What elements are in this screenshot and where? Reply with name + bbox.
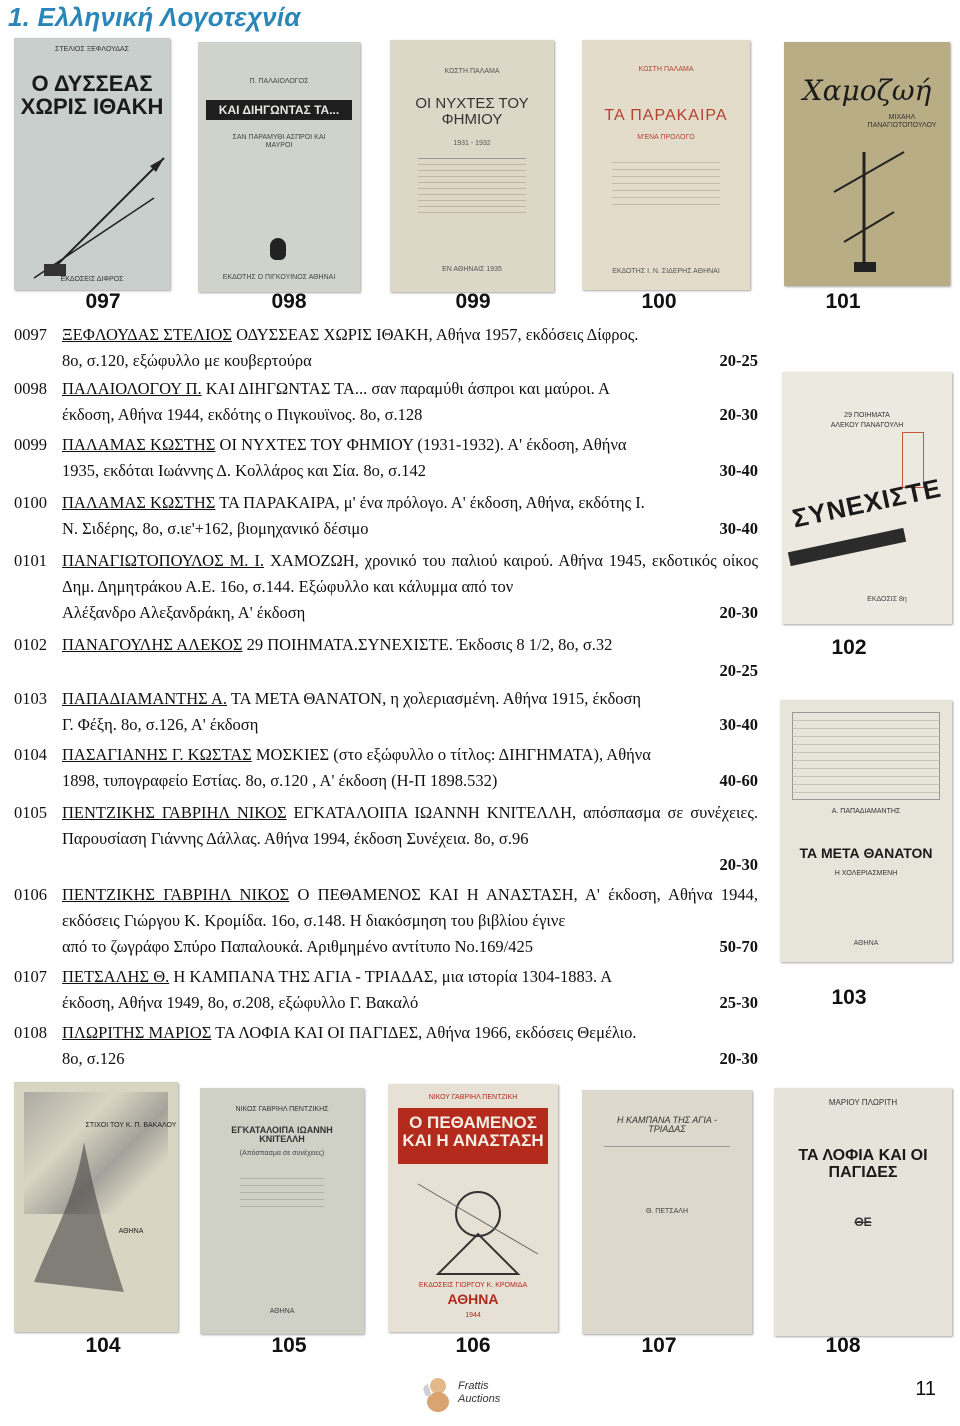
item-number-098: 098 [271, 290, 307, 313]
cover-097[interactable] [14, 38, 170, 290]
item-number-103: 103 [831, 986, 867, 1009]
item-number-107: 107 [641, 1334, 677, 1357]
entry-author: ΠΑΝΑΓΙΩΤΟΠΟΥΛΟΣ Μ. Ι. [62, 551, 265, 570]
entry-price: 20-30 [719, 405, 758, 424]
cover-bottom: ΕΚΔΟΤΗΣ Ο ΠΙΓΚΟΥΙΝΟΣ ΑΘΗΝΑΙ [222, 274, 336, 281]
cover-author: ΣΤΕΛΙΟΣ ΞΕΦΛΟΥΔΑΣ [55, 46, 129, 53]
entry-text: ΧΑΜΟΖΩΗ, χρονικό του παλιού καιρού. Αθήνα 1945, εκδοτικός οίκος Δημ. Δημητράκου Α.Ε. 16ο, σ.144. Εξώφυλλο και κάλυμμα από τον [62, 551, 759, 596]
entry-price: 20-25 [719, 661, 758, 680]
entry-code: 0097 [14, 325, 47, 344]
entry-author: ΠΑΛΑΜΑΣ ΚΩΣΤΗΣ [62, 493, 216, 512]
entry-code: 0101 [14, 551, 47, 570]
spear-illustration [14, 38, 170, 290]
entry-author: ΠΑΛΑΙΟΛΟΓΟΥ Π. [62, 379, 202, 398]
entry-author: ΠΑΣΑΓΙΑΝΗΣ Γ. ΚΩΣΤΑΣ [62, 745, 252, 764]
entry-author: ΠΕΝΤΖΙΚΗΣ ΓΑΒΡΙΗΛ ΝΙΚΟΣ [62, 803, 287, 822]
catalog-entry-0104 [14, 742, 758, 794]
cover-subtitle: 1931 - 1932 [453, 140, 491, 147]
cover-title: Ο ΠΕΘΑΜΕΝΟΣ ΚΑΙ Η ΑΝΑΣΤΑΣΗ [402, 1113, 544, 1150]
entry-price: 20-25 [719, 351, 758, 370]
catalog-entry-0103 [14, 686, 758, 738]
cover-author: Α. ΠΑΠΑΔΙΑΜΑΝΤΗΣ [831, 808, 901, 815]
cover-098[interactable] [198, 42, 360, 292]
entry-text: Η ΚΑΜΠΑΝΑ ΤΗΣ ΑΓΙΑ - ΤΡΙΑΔΑΣ, μια ιστορία 1304-1883. Α [169, 967, 613, 986]
entry-author: ΠΕΝΤΖΙΚΗΣ ΓΑΒΡΙΗΛ ΝΙΚΟΣ [62, 885, 290, 904]
entry-author: ΠΑΛΑΜΑΣ ΚΩΣΤΗΣ [62, 435, 216, 454]
entry-last-line: 1898, τυπογραφείο Εστίας. 8ο, σ.120 , Α' έκδοση (Η-Π 1898.532) [62, 771, 498, 790]
entry-price: 25-30 [719, 993, 758, 1012]
cover-line2: ΑΛΕΚΟΥ ΠΑΝΑΓΟΥΛΗ [830, 422, 904, 429]
catalog-entry-0107 [14, 964, 758, 1016]
cover-bottom: ΕΝ ΑΘΗΝΑΙΣ 1935 [442, 266, 502, 273]
cover-bottom: ΑΘΗΝΑ [853, 940, 879, 947]
logo-line1: Frattis [458, 1380, 489, 1392]
catalog-entry-0097 [14, 322, 758, 374]
cover-subtitle: Μ'ΕΝΑ ΠΡΟΛΟΓΟ [637, 134, 695, 141]
entry-text: ΚΑΙ ΔΙΗΓΩΝΤΑΣ ΤΑ... σαν παραμύθι άσπροι και μαύροι. Α [201, 379, 610, 398]
entry-price: 20-30 [719, 603, 758, 622]
entry-text: Ο ΠΕΘΑΜΕΝΟΣ ΚΑΙ Η ΑΝΑΣΤΑΣΗ, Α' έκδοση, Αθήνα 1944, εκδόσεις Γιώργου Κ. Κρομίδα. 16ο, σ.148. Η διακόσμηση του βιβλίου έγινε [62, 885, 758, 930]
cover-bottom: ΕΚΔΟΤΗΣ Ι. Ν. ΣΙΔΕΡΗΣ ΑΘΗΝΑΙ [612, 268, 720, 275]
cover-subtitle: ΣΤΙΧΟΙ ΤΟΥ Κ. Π. ΒΑΚΑΛΟΥ [85, 1122, 177, 1129]
entry-last-line: 1935, εκδόται Ιωάννης Δ. Κολλάρος και Σία. 8ο, σ.142 [62, 461, 426, 480]
section-title: 1. Ελληνική Λογοτεχνία [8, 2, 301, 32]
entry-author: ΠΕΤΣΑΛΗΣ Θ. [62, 967, 170, 986]
cover-subtitle: ΣΑΝ ΠΑΡΑΜΥΘΙ ΑΣΠΡΟΙ ΚΑΙ ΜΑΥΡΟΙ [232, 134, 326, 150]
crane-illustration [784, 42, 950, 286]
item-number-099: 099 [455, 290, 491, 313]
entry-price: 40-60 [719, 771, 758, 790]
catalog-entry-0101 [14, 548, 758, 626]
entry-code: 0107 [14, 967, 47, 986]
cover-subtitle: ΕΚΔΟΣΕΙΣ ΓΙΩΡΓΟΥ Κ. ΚΡΟΜΙΔΑ [418, 1282, 528, 1289]
item-number-097: 097 [85, 290, 121, 313]
catalog-entry-0098 [14, 376, 758, 428]
cover-100[interactable] [582, 40, 750, 290]
entry-text: ΜΟΣΚΙΕΣ (στο εξώφυλλο ο τίτλος: ΔΙΗΓΗΜΑΤΑ), Αθήνα [251, 745, 651, 764]
entry-price: 30-40 [719, 519, 758, 538]
cover-author: Π. ΠΑΛΑΙΟΛΟΓΟΣ [249, 78, 309, 85]
item-number-108: 108 [825, 1334, 861, 1357]
entry-price: 30-40 [719, 715, 758, 734]
entry-code: 0108 [14, 1023, 47, 1042]
cover-bottom: ΕΚΔΟΣΙΣ 8η [867, 596, 907, 603]
entry-price: 20-30 [719, 1049, 758, 1068]
item-number-101: 101 [825, 290, 861, 313]
entry-last-line: Ν. Σιδέρης, 8ο, σ.ιε'+162, βιομηχανικό δέσιμο [62, 519, 369, 538]
cover-title: Χαμοζωή [802, 74, 932, 107]
catalog-entry-0106 [14, 882, 758, 960]
cover-102[interactable] [782, 372, 952, 624]
entry-code: 0099 [14, 435, 47, 454]
cover-108[interactable] [774, 1088, 952, 1336]
cover-author: ΝΙΚΟΥ ΓΑΒΡΙΗΛ ΠΕΝΤΖΙΚΗ [428, 1094, 518, 1101]
penguin-icon [270, 238, 286, 260]
item-number-102: 102 [831, 636, 867, 659]
cover-author: ΚΩΣΤΗ ΠΑΛΑΜΑ [444, 68, 500, 75]
cover-title: ΤΑ ΜΕΤΑ ΘΑΝΑΤΟΝ [799, 845, 933, 861]
cover-author: ΜΑΡΙΟΥ ΠΛΩΡΙΤΗ [828, 1098, 898, 1107]
entry-last-line: έκδοση, Αθήνα 1949, 8ο, σ.208, εξώφυλλο Γ. Βακαλό [62, 993, 419, 1012]
entry-last-line: Αλέξανδρο Αλεξανδράκη, Α' έκδοση [62, 603, 306, 622]
catalog-entry-0100 [14, 490, 758, 542]
cover-title: Η ΚΑΜΠΑΝΑ ΤΗΣ ΑΓΙΑ - ΤΡΙΑΔΑΣ [616, 1115, 718, 1135]
entry-last-line: Γ. Φέξη. 8ο, σ.126, Α' έκδοση [62, 715, 259, 734]
entry-text: ΤΑ ΜΕΤΑ ΘΑΝΑΤΟΝ, η χολεριασμένη. Αθήνα 1915, έκδοση [227, 689, 641, 708]
cover-101[interactable] [784, 42, 950, 286]
cover-104[interactable] [14, 1082, 178, 1332]
entry-text: ΤΑ ΠΑΡΑΚΑΙΡΑ, μ' ένα πρόλογο. Α' έκδοση, Αθήνα, εκδότης Ι. [215, 493, 645, 512]
figure-illustration [14, 1082, 178, 1332]
cover-bottom: ΑΘΗΝΑ [118, 1228, 144, 1235]
catalog-entry-0108 [14, 1020, 758, 1072]
cover-line1: 29 ΠΟΙΗΜΑΤΑ [844, 412, 890, 419]
entry-author: ΞΕΦΛΟΥΔΑΣ ΣΤΕΛΙΟΣ [62, 325, 232, 344]
cover-title: ΣΥΝΕΧΙΣΤΕ [789, 472, 945, 534]
cover-subtitle: ΜΙΧΑΗΛ ΠΑΝΑΓΙΩΤΟΠΟΥΛΟΥ [867, 114, 937, 130]
entry-code: 0100 [14, 493, 47, 512]
entry-last-line: 8ο, σ.126 [62, 1049, 125, 1068]
entry-last-line: έκδοση, Αθήνα 1944, εκδότης ο Πιγκουϊνος. 8ο, σ.128 [62, 405, 423, 424]
cover-subtitle: (Απόσπασμα σε συνέχειες) [239, 1150, 325, 1157]
cover-title: Ο ΔΥΣΣΕΑΣ ΧΩΡΙΣ ΙΘΑΚΗ [20, 71, 164, 120]
cover-099[interactable] [390, 40, 554, 292]
entry-last-line: 8ο, σ.120, εξώφυλλο με κουβερτούρα [62, 351, 312, 370]
entry-text: ΟΔΥΣΣΕΑΣ ΧΩΡΙΣ ΙΘΑΚΗ, Αθήνα 1957, εκδόσεις Δίφρος. [231, 325, 639, 344]
logo-line2: Auctions [458, 1393, 501, 1405]
entry-author: ΠΛΩΡΙΤΗΣ ΜΑΡΙΟΣ [62, 1023, 212, 1042]
cover-title: ΚΑΙ ΔΙΗΓΩΝΤΑΣ ΤΑ... [218, 103, 340, 117]
cover-bottom: ΑΘΗΝΑ [269, 1308, 295, 1315]
entry-code: 0105 [14, 803, 47, 822]
entry-text: ΟΙ ΝΥΧΤΕΣ ΤΟΥ ΦΗΜΙΟΥ (1931-1932). Α' έκδοση, Αθήνα [215, 435, 627, 454]
cover-106[interactable] [388, 1084, 558, 1332]
item-number-106: 106 [455, 1334, 491, 1357]
cover-author: ΝΙΚΟΣ ΓΑΒΡΙΗΛ ΠΕΝΤΖΙΚΗΣ [235, 1106, 329, 1113]
cover-107[interactable] [582, 1090, 752, 1334]
cover-105[interactable] [200, 1088, 364, 1334]
cover-title: ΤΑ ΠΑΡΑΚΑΙΡΑ [604, 107, 728, 124]
cover-mark: ΘΕ [854, 1215, 872, 1229]
entry-code: 0103 [14, 689, 47, 708]
item-number-104: 104 [85, 1334, 121, 1357]
cover-bottom: Θ. ΠΕΤΣΑΛΗ [645, 1208, 689, 1215]
cover-author: ΚΩΣΤΗ ΠΑΛΑΜΑ [638, 66, 694, 73]
entry-code: 0098 [14, 379, 47, 398]
cover-title: ΕΓΚΑΤΑΛΟΙΠΑ ΙΩΑΝΝΗ ΚΝΙΤΕΛΛΗ [231, 1125, 333, 1145]
frattis-logo [420, 1372, 510, 1416]
entry-last-line: από το ζωγράφο Σπύρο Παπαλουκά. Αριθμημένο αντίτυπο Νο.169/425 [62, 937, 533, 956]
entry-text: ΕΓΚΑΤΑΛΟΙΠΑ ΙΩΑΝΝΗ ΚΝΙΤΕΛΛΗ, απόσπασμα σε συνέχειες. Παρουσίαση Γιάννης Δάλλας. Αθήνα 1994, έκδοση Συνέχεια. 8ο, σ.96 [62, 803, 758, 848]
entry-text: ΤΑ ΛΟΦΙΑ ΚΑΙ ΟΙ ΠΑΓΙΔΕΣ, Αθήνα 1966, εκδόσεις Θεμέλιο. [211, 1023, 637, 1042]
entry-text: 29 ΠΟΙΗΜΑΤΑ.ΣΥΝΕΧΙΣΤΕ. Έκδοσις 8 1/2, 8ο, σ.32 [242, 635, 613, 654]
cherub-icon [420, 1372, 460, 1416]
entry-author: ΠΑΝΑΓΟΥΛΗΣ ΑΛΕΚΟΣ [62, 635, 243, 654]
entry-price: 20-30 [719, 855, 758, 874]
cover-year: 1944 [465, 1312, 481, 1319]
cover-bottom: ΕΚΔΟΣΕΙΣ ΔΙΦΡΟΣ [60, 276, 124, 283]
cover-bottom: ΑΘΗΝΑ [447, 1291, 499, 1307]
entry-code: 0104 [14, 745, 47, 764]
item-number-100: 100 [641, 290, 677, 313]
cover-title: ΟΙ ΝΥΧΤΕΣ ΤΟΥ ΦΗΜΙΟΥ [415, 95, 529, 128]
entry-code: 0106 [14, 885, 47, 904]
page-number: 11 [915, 1378, 936, 1400]
item-number-105: 105 [271, 1334, 307, 1357]
catalog-entry-0105 [14, 800, 758, 878]
cover-103[interactable] [780, 700, 952, 962]
cover-title: ΤΑ ΛΟΦΙΑ ΚΑΙ ΟΙ ΠΑΓΙΔΕΣ [798, 1147, 928, 1181]
entry-code: 0102 [14, 635, 47, 654]
catalog-entry-0099 [14, 432, 758, 484]
catalog-entry-0102 [14, 632, 758, 684]
entry-price: 50-70 [719, 937, 758, 956]
entry-price: 30-40 [719, 461, 758, 480]
entry-author: ΠΑΠΑΔΙΑΜΑΝΤΗΣ Α. [62, 689, 228, 708]
cover-subtitle: Η ΧΟΛΕΡΙΑΣΜΕΝΗ [834, 870, 898, 877]
